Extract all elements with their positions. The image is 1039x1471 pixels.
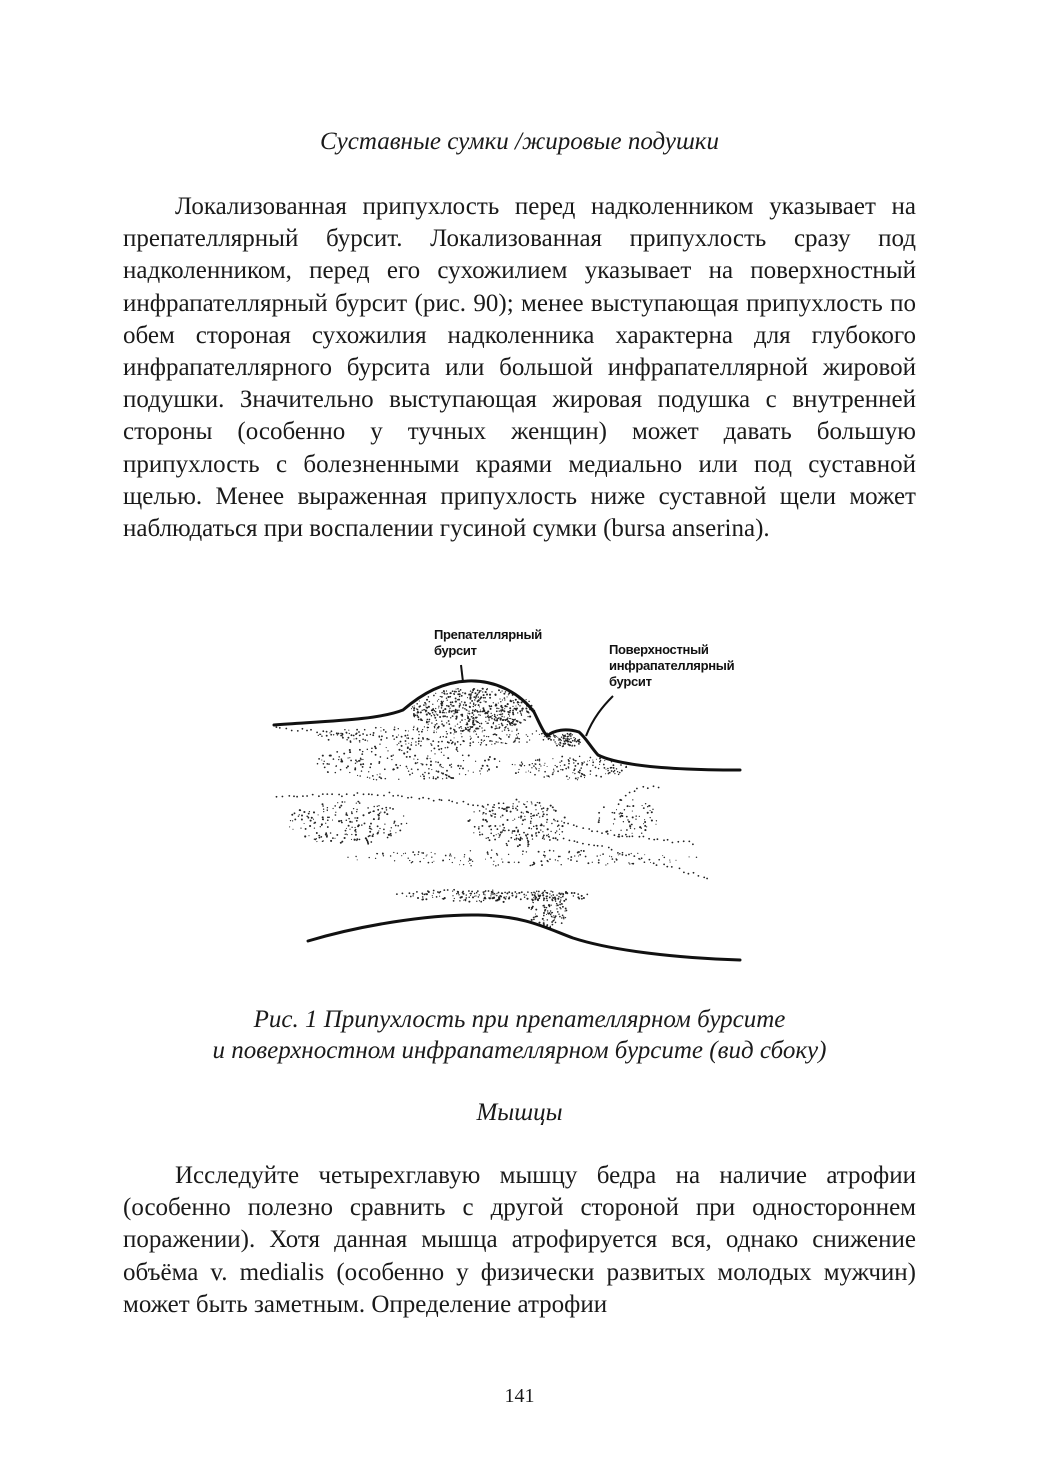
lower-outline bbox=[308, 915, 740, 960]
label-prepatellar-bursitis: Препателлярный бурсит bbox=[434, 627, 542, 658]
figure-caption: Рис. 1 Припухлость при препателлярном бурсите и поверхностном инфрапателлярном бурсите (вид сбоку) bbox=[212, 1006, 827, 1064]
skin-outline bbox=[274, 681, 740, 770]
label-superficial-infrapatellar-bursitis: Поверхностный инфрапателлярный бурсит bbox=[609, 642, 735, 689]
page-number: 141 bbox=[504, 1385, 535, 1407]
paragraph-bursae: Локализованная припухлость перед надколенником указывает на препателлярный бурсит. Локализованная припухлость сразу под надколенником, перед его сухожилием указывает на поверхностный инфрапателлярный бурсит (рис. 90); менее выступающая припухлость по обем стороная сухожилия надколенника характерна для глубокого инфрапателлярного бурсита или большой инфрапателлярной жировой подушки. Значительно выступающая жировая подушка с внутренней стороны (особенно у тучных женщин) может давать большую припухлость с болезненными краями медиально или под суставной щелью. Менее выраженная припухлость ниже суставной щели может наблюдаться при воспалении гусиной сумки (bursa anserina). bbox=[123, 193, 916, 543]
knee-bursitis-figure bbox=[268, 618, 748, 974]
pointer-prepatellar bbox=[461, 665, 463, 682]
section-heading-muscles: Мышцы bbox=[476, 1099, 563, 1126]
pointer-infrapatellar bbox=[586, 696, 613, 736]
paragraph-muscles: Исследуйте четырехглавую мышцу бедра на наличие атрофии (особенно полезно сравнить с другой стороной при одностороннем поражении). Хотя данная мышца атрофируется вся, однако снижение объёма v. medialis (особенно у физически развитых молодых мужчин) может быть заметным. Определение атрофии bbox=[123, 1162, 916, 1318]
section-heading-bursae: Суставные сумки /жировые подушки bbox=[319, 128, 720, 155]
